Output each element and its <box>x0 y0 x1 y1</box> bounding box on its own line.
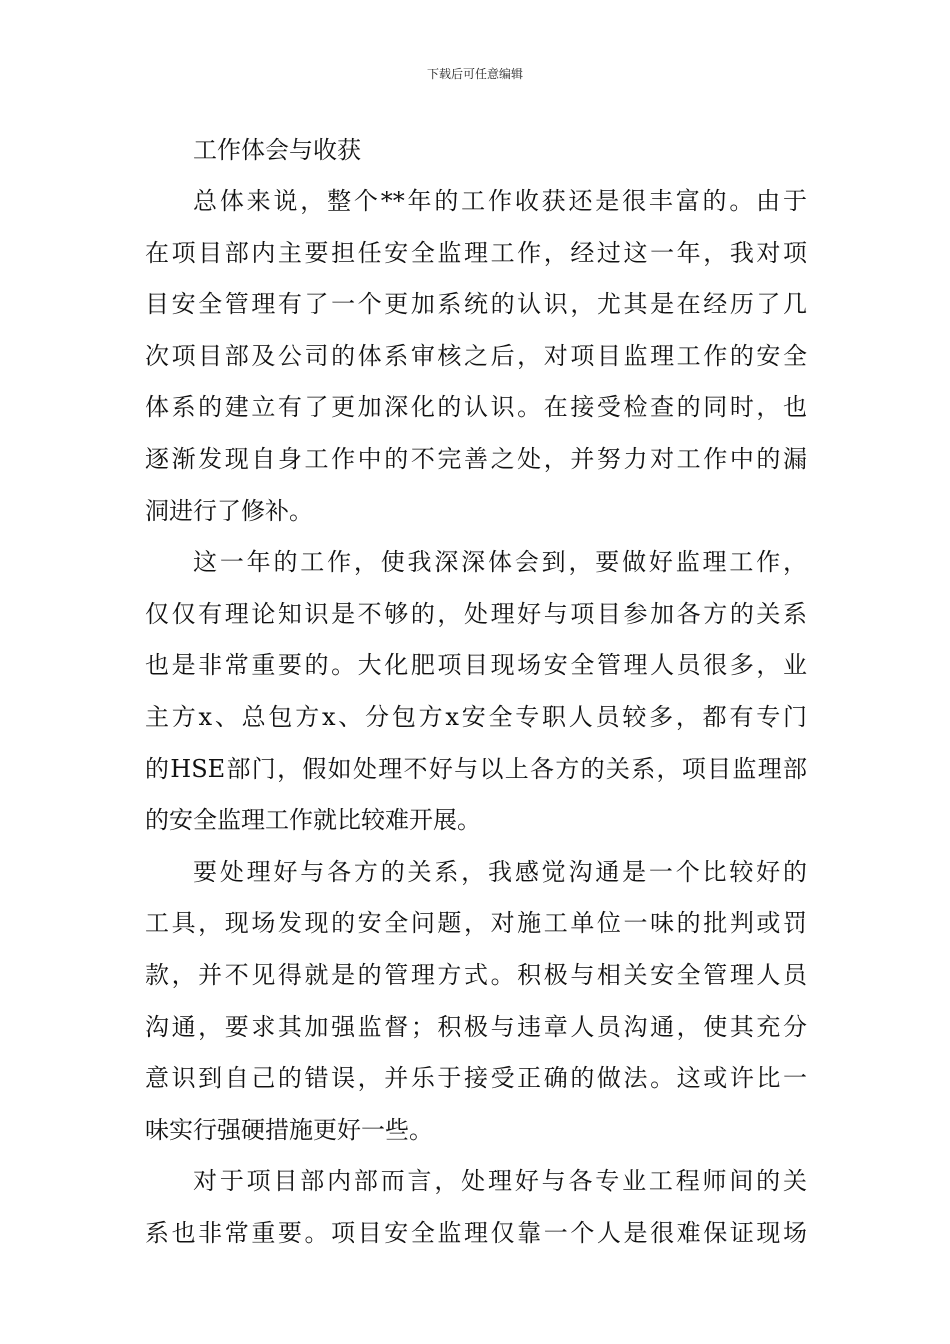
paragraph-line: 洞进行了修补。 <box>145 496 313 525</box>
paragraph-line: 总体来说，整个**年的工作收获还是很丰富的。由于 <box>193 187 807 215</box>
paragraph-line: 的HSE部门，假如处理不好与以上各方的关系，项目监理部 <box>145 754 807 783</box>
paragraph-line: 意识到自己的错误，并乐于接受正确的做法。这或许比一 <box>145 1064 807 1093</box>
section-heading: 工作体会与收获 <box>193 136 361 164</box>
paragraph-line: 次项目部及公司的体系审核之后，对项目监理工作的安全 <box>145 341 807 370</box>
paragraph-line: 味实行强硬措施更好一些。 <box>145 1115 433 1144</box>
document-body <box>145 124 807 1259</box>
paragraph-line: 也是非常重要的。大化肥项目现场安全管理人员很多，业 <box>145 651 807 680</box>
paragraph-2 <box>145 537 807 847</box>
paragraph-line: 要处理好与各方的关系，我感觉沟通是一个比较好的 <box>193 857 807 886</box>
header-note: 下载后可任意编辑 <box>426 67 523 81</box>
paragraph-line: 仅仅有理论知识是不够的，处理好与项目参加各方的关系 <box>145 599 807 628</box>
paragraph-1 <box>145 176 807 537</box>
paragraph-line: 款，并不见得就是的管理方式。积极与相关安全管理人员 <box>145 960 807 989</box>
paragraph-line: 逐渐发现自身工作中的不完善之处，并努力对工作中的漏 <box>145 444 807 473</box>
paragraph-line: 系也非常重要。项目安全监理仅靠一个人是很难保证现场 <box>145 1218 807 1247</box>
paragraph-line: 在项目部内主要担任安全监理工作，经过这一年，我对项 <box>145 238 807 267</box>
paragraph-line: 工具，现场发现的安全问题，对施工单位一味的批判或罚 <box>145 909 807 938</box>
paragraph-line: 沟通，要求其加强监督；积极与违章人员沟通，使其充分 <box>145 1012 807 1041</box>
paragraph-line: 体系的建立有了更加深化的认识。在接受检查的同时，也 <box>145 393 807 422</box>
paragraph-line: 这一年的工作，使我深深体会到，要做好监理工作， <box>193 548 807 577</box>
paragraph-line: 对于项目部内部而言，处理好与各专业工程师间的关 <box>193 1167 807 1196</box>
paragraph-3 <box>145 847 807 1157</box>
paragraph-line: 目安全管理有了一个更加系统的认识，尤其是在经历了几 <box>145 290 807 319</box>
paragraph-4 <box>145 1156 807 1259</box>
paragraph-line: 主方x、总包方x、分包方x安全专职人员较多，都有专门 <box>145 702 807 731</box>
paragraph-line: 的安全监理工作就比较难开展。 <box>145 806 481 835</box>
